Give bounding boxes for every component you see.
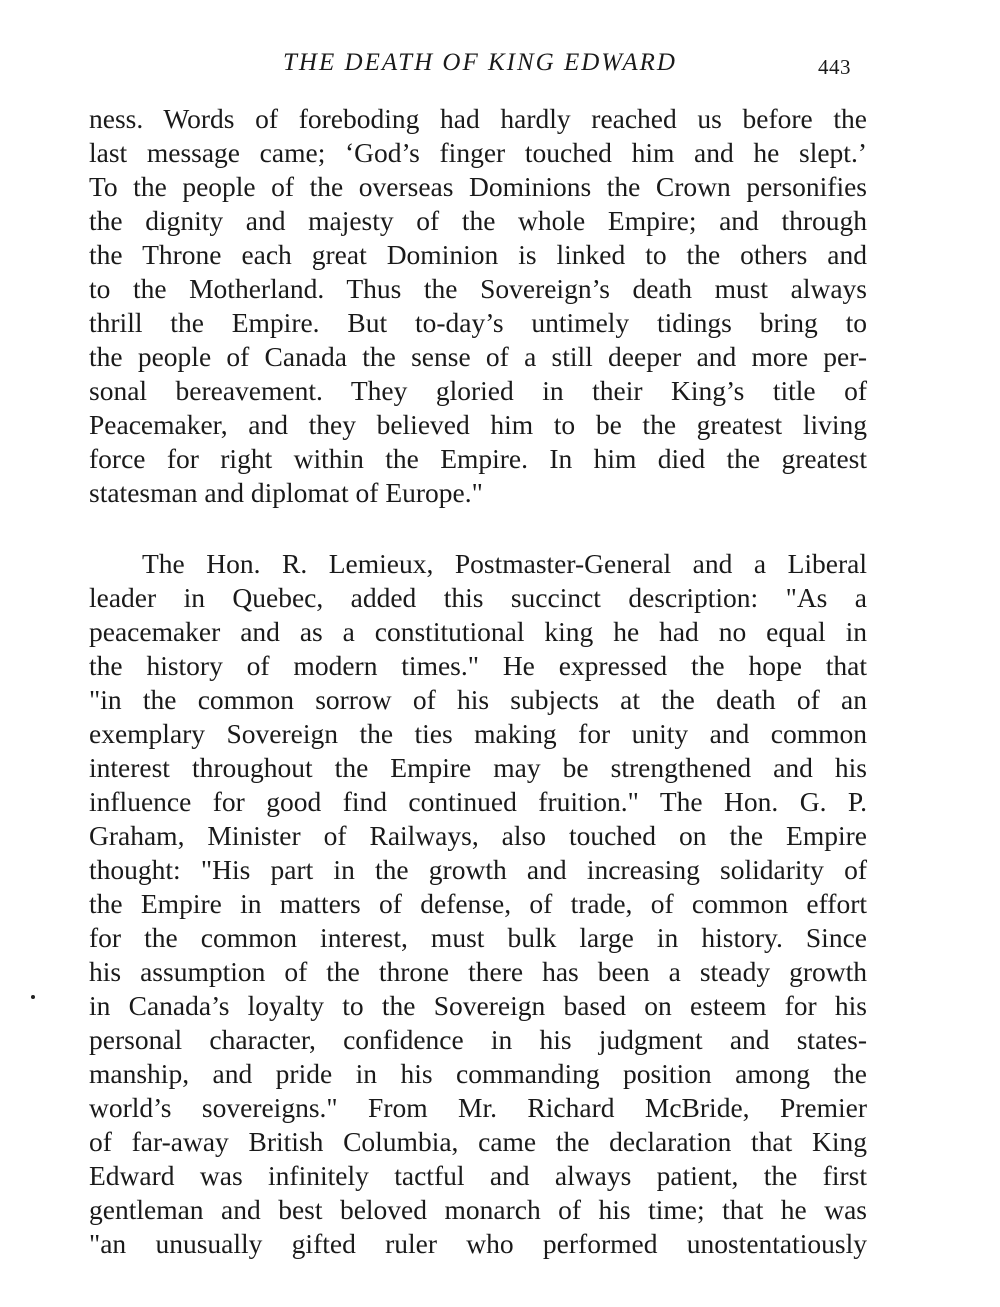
running-title: THE DEATH OF KING EDWARD <box>283 49 677 76</box>
text-line: of far-away British Columbia, came the declaration that King <box>89 1126 867 1157</box>
ink-speck <box>31 995 35 999</box>
text-line: force for right within the Empire. In him died the greatest <box>89 443 867 474</box>
text-line: peacemaker and as a constitutional king he had no equal in <box>89 616 867 647</box>
text-line: last message came; ‘God’s finger touched him and he slept.’ <box>89 137 867 168</box>
text-line: manship, and pride in his commanding position among the <box>89 1058 867 1089</box>
text-line: the dignity and majesty of the whole Empire; and through <box>89 205 867 236</box>
text-line: Graham, Minister of Railways, also touched on the Empire <box>89 820 867 851</box>
text-line: The Hon. R. Lemieux, Postmaster-General and a Liberal <box>142 548 867 579</box>
text-line: for the common interest, must bulk large in history. Since <box>89 922 867 953</box>
text-line: to the Motherland. Thus the Sovereign’s death must always <box>89 273 867 304</box>
paragraph-1 <box>89 102 867 510</box>
text-line: the people of Canada the sense of a still deeper and more per- <box>89 341 867 372</box>
text-line: personal character, confidence in his judgment and states- <box>89 1024 867 1055</box>
text-line: "in the common sorrow of his subjects at the death of an <box>89 684 867 715</box>
text-line: thrill the Empire. But to-day’s untimely tidings bring to <box>89 307 867 338</box>
text-line: his assumption of the throne there has been a steady growth <box>89 956 867 987</box>
text-line: world’s sovereigns." From Mr. Richard McBride, Premier <box>89 1092 867 1123</box>
text-line: interest throughout the Empire may be strengthened and his <box>89 752 867 783</box>
text-line: in Canada’s loyalty to the Sovereign based on esteem for his <box>89 990 867 1021</box>
text-line: the history of modern times." He expressed the hope that <box>89 650 867 681</box>
text-line: To the people of the overseas Dominions the Crown personifies <box>89 171 867 202</box>
text-line: sonal bereavement. They gloried in their King’s title of <box>89 375 867 406</box>
text-line: statesman and diplomat of Europe." <box>89 477 483 508</box>
text-line: thought: "His part in the growth and increasing solidarity of <box>89 854 867 885</box>
page-number: 443 <box>818 55 851 79</box>
text-line: Peacemaker, and they believed him to be the greatest living <box>89 409 867 440</box>
paragraph-2 <box>89 547 867 1261</box>
text-line: leader in Quebec, added this succinct description: "As a <box>89 582 867 613</box>
text-line: "an unusually gifted ruler who performed unostentatiously <box>89 1228 867 1259</box>
text-line: exemplary Sovereign the ties making for unity and common <box>89 718 867 749</box>
text-line: the Throne each great Dominion is linked to the others and <box>89 239 867 270</box>
text-line: the Empire in matters of defense, of trade, of common effort <box>89 888 867 919</box>
text-line: ness. Words of foreboding had hardly reached us before the <box>89 103 867 134</box>
text-line: influence for good find continued fruition." The Hon. G. P. <box>89 786 867 817</box>
text-line: gentleman and best beloved monarch of his time; that he was <box>89 1194 867 1225</box>
text-line: Edward was infinitely tactful and always patient, the first <box>89 1160 867 1191</box>
